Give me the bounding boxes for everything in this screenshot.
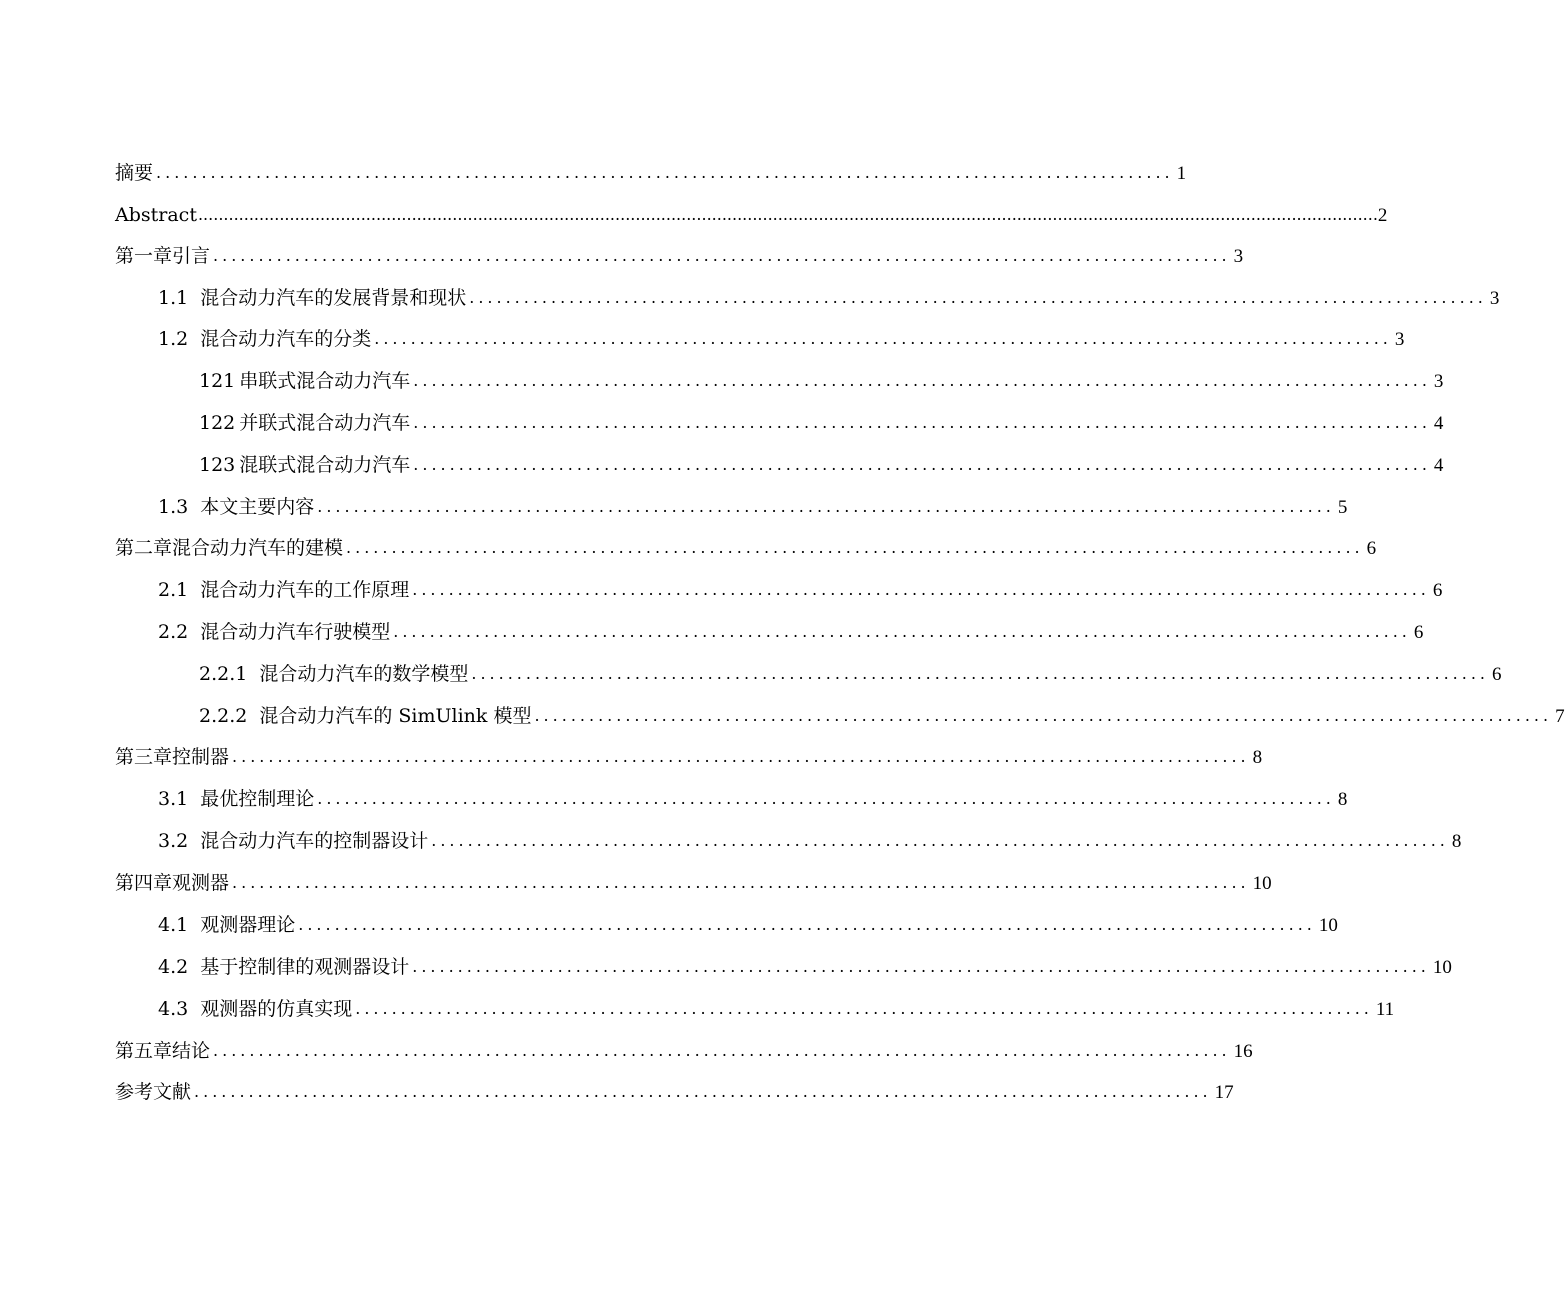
- toc-page-number: 3: [1394, 329, 1405, 350]
- dot-leader: ................................................................................................................: [213, 246, 1231, 265]
- toc-entry-title: 观测器的仿真实现: [200, 998, 353, 1020]
- toc-entry-section-1-1[interactable]: [158, 283, 1500, 313]
- toc-entry-title: 混合动力汽车的发展背景和现状: [200, 287, 467, 309]
- toc-entry-section-4-2[interactable]: [158, 952, 1452, 982]
- toc-entry-title: 混联式混合动力汽车: [239, 454, 411, 476]
- toc-entry-section-1-2-3[interactable]: [199, 450, 1444, 480]
- toc-page-number: 11: [1375, 999, 1395, 1020]
- dot-leader: ................................................................................................................: [469, 288, 1487, 307]
- toc-entry-title: 串联式混合动力汽车: [239, 370, 411, 392]
- toc-entry-section-4-3[interactable]: [158, 994, 1395, 1024]
- toc-page-number: 16: [1233, 1041, 1253, 1062]
- dot-leader: ................................................................................................................: [298, 915, 1316, 934]
- toc-page-number: 7: [1555, 706, 1565, 727]
- dot-leader: ................................................................................................................: [355, 999, 1373, 1018]
- dot-leader: ................................................................................................................: [393, 622, 1411, 641]
- toc-entry-number: 3.2: [158, 830, 189, 852]
- toc-entry-title: 第四章观测器: [115, 872, 230, 894]
- toc-entry-title: 本文主要内容: [200, 496, 315, 518]
- toc-page-number: 6: [1432, 580, 1443, 601]
- toc-page-number: 10: [1252, 873, 1272, 894]
- toc-entry-number: 4.1: [158, 914, 189, 936]
- toc-page-number: 5: [1337, 497, 1348, 518]
- toc-entry-number: 2.2: [158, 621, 189, 643]
- toc-entry-number: 2.2.1: [199, 663, 248, 685]
- toc-page-number: 8: [1451, 831, 1462, 852]
- dot-leader: ................................................................................................................: [412, 957, 1430, 976]
- toc-entry-title: 第三章控制器: [115, 746, 230, 768]
- toc-page-number: 6: [1366, 538, 1377, 559]
- toc-entry-number: 1.1: [158, 287, 189, 309]
- toc-entry-section-2-2-2[interactable]: [199, 701, 1565, 731]
- toc-entry-chapter-5[interactable]: [115, 1036, 1253, 1066]
- toc-entry-number: 3.1: [158, 788, 189, 810]
- dot-leader: ................................................................................................................: [213, 1041, 1231, 1060]
- dot-leader: ................................................................................................................: [413, 413, 1431, 432]
- toc-entry-number: 2.1: [158, 579, 189, 601]
- toc-entry-title: 最优控制理论: [200, 788, 315, 810]
- toc-entry-title: 混合动力汽车的控制器设计: [200, 830, 429, 852]
- toc-entry-section-3-1[interactable]: [158, 784, 1348, 814]
- toc-page-number: 2: [1377, 205, 1388, 226]
- dot-leader: ................................................................................................................: [317, 497, 1335, 516]
- toc-page-number: 8: [1337, 789, 1348, 810]
- toc-entry-number: 2.2.2: [199, 705, 248, 727]
- dot-leader: ................................................................................................................: [194, 1082, 1212, 1101]
- toc-entry-title: 摘要: [115, 162, 154, 184]
- toc-entry-number: 1.3: [158, 496, 189, 518]
- toc-page-number: 6: [1492, 664, 1502, 685]
- toc-entry-section-4-1[interactable]: [158, 910, 1338, 940]
- toc-page-number: 10: [1432, 957, 1452, 978]
- toc-entry-section-2-2-1[interactable]: [199, 659, 1502, 689]
- toc-entry-title: 基于控制律的观测器设计: [200, 956, 410, 978]
- toc-entry-abstract-cn[interactable]: [115, 158, 1187, 188]
- toc-entry-chapter-3[interactable]: [115, 742, 1263, 772]
- toc-entry-number: 121: [199, 370, 236, 392]
- toc-entry-title: 混合动力汽车的 SimUlink 模型: [259, 705, 532, 727]
- toc-entry-number: 4.3: [158, 998, 189, 1020]
- toc-entry-title: 混合动力汽车的分类: [200, 328, 372, 350]
- toc-entry-section-2-2[interactable]: [158, 617, 1424, 647]
- dot-leader: ................................................................................................................: [413, 455, 1431, 474]
- toc-page-number: 4: [1433, 413, 1444, 434]
- toc-page-number: 6: [1413, 622, 1424, 643]
- toc-page-number: 17: [1214, 1082, 1234, 1103]
- toc-entry-title: 混合动力汽车的数学模型: [259, 663, 469, 685]
- toc-entry-title: 第一章引言: [115, 245, 211, 267]
- dot-leader: ................................................................................................................: [471, 664, 1489, 683]
- dot-leader: ................................................................................................................: [374, 329, 1392, 348]
- toc-entry-number: 123: [199, 454, 236, 476]
- dot-leader: ................................................................................................................: [317, 789, 1335, 808]
- toc-entry-references[interactable]: [115, 1077, 1234, 1107]
- toc-entry-chapter-2[interactable]: [115, 533, 1377, 563]
- toc-entry-chapter-4[interactable]: [115, 868, 1272, 898]
- dot-leader: ................................................................................................................: [412, 580, 1430, 599]
- toc-entry-title: 并联式混合动力汽车: [239, 412, 411, 434]
- dot-leader: ................................................................................................................: [156, 163, 1174, 182]
- toc-entry-title: 观测器理论: [200, 914, 296, 936]
- toc-entry-title: 混合动力汽车行驶模型: [200, 621, 391, 643]
- toc-page-number: 3: [1433, 371, 1444, 392]
- toc-page-number: 8: [1252, 747, 1263, 768]
- toc-page-number: 4: [1433, 455, 1444, 476]
- toc-entry-section-1-2-1[interactable]: [199, 366, 1444, 396]
- toc-entry-title: Abstract: [115, 204, 197, 226]
- dot-leader: ................................................................................................................: [232, 873, 1250, 892]
- toc-entry-section-1-2[interactable]: [158, 324, 1405, 354]
- dot-leader: ................................................................................................................: [534, 706, 1553, 725]
- dot-leader: ................................................................................................................: [346, 538, 1364, 557]
- toc-page-number: 3: [1489, 288, 1500, 309]
- toc-entry-number: 1.2: [158, 328, 189, 350]
- toc-entry-number: 122: [199, 412, 236, 434]
- toc-entry-number: 4.2: [158, 956, 189, 978]
- toc-entry-title: 第二章混合动力汽车的建模: [115, 537, 344, 559]
- toc-entry-title: 参考文献: [115, 1081, 192, 1103]
- dot-leader: ................................................................................................................: [413, 371, 1431, 390]
- toc-entry-section-3-2[interactable]: [158, 826, 1462, 856]
- dot-leader: ................................................................................................................: [232, 747, 1250, 766]
- dot-leader: ........................................................................................................................................................................................................................................: [197, 205, 1378, 224]
- toc-page-number: 10: [1318, 915, 1338, 936]
- toc-page-number: 1: [1176, 163, 1187, 184]
- toc-entry-chapter-1[interactable]: [115, 241, 1244, 271]
- toc-page-number: 3: [1233, 246, 1244, 267]
- toc-entry-section-1-3[interactable]: [158, 492, 1348, 522]
- toc-entry-abstract-en[interactable]: [115, 200, 1388, 230]
- toc-entry-title: 第五章结论: [115, 1040, 211, 1062]
- toc-entry-section-2-1[interactable]: [158, 575, 1443, 605]
- toc-entry-section-1-2-2[interactable]: [199, 408, 1444, 438]
- dot-leader: ................................................................................................................: [431, 831, 1449, 850]
- toc-entry-title: 混合动力汽车的工作原理: [200, 579, 410, 601]
